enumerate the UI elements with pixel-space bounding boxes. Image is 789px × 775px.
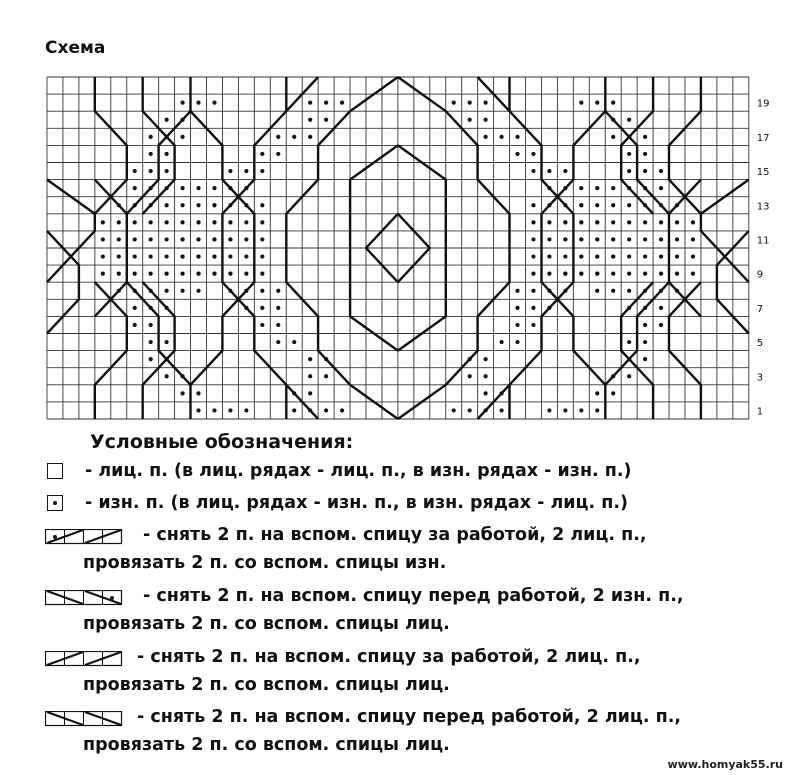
purl-dot <box>547 169 551 173</box>
purl-dot <box>308 101 312 105</box>
cable-left-purl-symbol-icon <box>45 529 125 545</box>
purl-dot <box>627 237 631 241</box>
purl-dot <box>579 101 583 105</box>
purl-dot <box>308 135 312 139</box>
legend-item-cable-left-knit-line1: - снять 2 п. на вспом. спицу за работой, 2 лиц. п., <box>137 647 641 667</box>
purl-dot <box>324 118 328 122</box>
purl-dot <box>180 135 184 139</box>
purl-dot <box>515 152 519 156</box>
purl-dot <box>611 186 615 190</box>
purl-dot <box>563 169 567 173</box>
purl-dot <box>340 101 344 105</box>
purl-dot <box>627 340 631 344</box>
purl-dot <box>133 186 137 190</box>
purl-dot <box>643 152 647 156</box>
purl-dot <box>515 340 519 344</box>
row-label: 9 <box>756 269 764 281</box>
purl-dot <box>595 101 599 105</box>
purl-dot <box>292 408 296 412</box>
row-label: 15 <box>756 167 770 179</box>
purl-dot <box>659 272 663 276</box>
purl-dot <box>260 169 264 173</box>
purl-dot <box>308 374 312 378</box>
purl-dot <box>547 237 551 241</box>
purl-dot <box>260 254 264 258</box>
purl-dot <box>468 408 472 412</box>
purl-dot <box>212 254 216 258</box>
purl-dot <box>149 340 153 344</box>
purl-dot <box>196 220 200 224</box>
purl-dot <box>563 408 567 412</box>
cable-left-knit-symbol-icon <box>45 651 125 667</box>
purl-dot <box>563 272 567 276</box>
purl-dot <box>133 220 137 224</box>
purl-dot <box>563 237 567 241</box>
purl-dot <box>643 220 647 224</box>
purl-dot <box>180 391 184 395</box>
purl-dot <box>165 118 169 122</box>
purl-dot <box>611 254 615 258</box>
purl-dot <box>611 220 615 224</box>
purl-dot <box>531 237 535 241</box>
purl-dot <box>531 203 535 207</box>
purl-dot <box>180 254 184 258</box>
purl-dot <box>196 391 200 395</box>
purl-dot <box>276 340 280 344</box>
purl-dot <box>228 220 232 224</box>
purl-dot <box>165 289 169 293</box>
purl-dot <box>595 391 599 395</box>
purl-dot <box>659 237 663 241</box>
purl-dot <box>165 374 169 378</box>
purl-dot <box>260 289 264 293</box>
chart-grid <box>47 77 749 419</box>
purl-dot <box>133 169 137 173</box>
purl-dot <box>484 391 488 395</box>
purl-dot <box>308 391 312 395</box>
purl-dot <box>643 323 647 327</box>
purl-dot <box>212 101 216 105</box>
purl-dot <box>212 203 216 207</box>
purl-dot <box>579 272 583 276</box>
purl-dot <box>611 101 615 105</box>
watermark: www.homyak55.ru <box>667 758 783 771</box>
purl-dot <box>563 220 567 224</box>
purl-dot <box>611 391 615 395</box>
purl-dot <box>675 254 679 258</box>
purl-dot <box>627 169 631 173</box>
purl-dot <box>484 357 488 361</box>
purl-dot <box>244 254 248 258</box>
purl-dot <box>547 408 551 412</box>
purl-dot <box>212 186 216 190</box>
purl-dot <box>196 101 200 105</box>
purl-dot <box>468 118 472 122</box>
purl-dot <box>595 237 599 241</box>
purl-dot <box>117 237 121 241</box>
legend-item-purl-text: - изн. п. (в лиц. рядах - изн. п., в изн. рядах - лиц. п.) <box>85 493 628 513</box>
purl-dot <box>659 323 663 327</box>
legend-item-cable-left-knit-line2: провязать 2 п. со вспом. спицы лиц. <box>83 675 450 695</box>
purl-dot <box>531 220 535 224</box>
purl-dot <box>515 306 519 310</box>
purl-dot <box>260 203 264 207</box>
purl-dot <box>324 374 328 378</box>
purl-dot <box>643 357 647 361</box>
purl-dot <box>547 220 551 224</box>
purl-dot <box>643 340 647 344</box>
row-label: 5 <box>756 338 764 350</box>
purl-dot <box>484 374 488 378</box>
purl-symbol-icon <box>47 495 63 511</box>
purl-dot <box>244 169 248 173</box>
purl-dot <box>611 237 615 241</box>
row-label: 3 <box>756 372 764 384</box>
purl-dot <box>149 357 153 361</box>
purl-dot <box>101 254 105 258</box>
purl-dot <box>133 306 137 310</box>
purl-dot <box>260 306 264 310</box>
purl-dot <box>659 306 663 310</box>
purl-dot <box>292 135 296 139</box>
cable-right-knit-symbol-icon <box>45 711 125 727</box>
purl-dot <box>675 220 679 224</box>
purl-dot <box>149 152 153 156</box>
row-label: 13 <box>756 201 770 213</box>
legend-title: Условные обозначения: <box>90 431 354 453</box>
purl-dot <box>499 408 503 412</box>
purl-dot <box>691 272 695 276</box>
purl-dot <box>484 101 488 105</box>
purl-dot <box>659 254 663 258</box>
purl-dot <box>627 374 631 378</box>
purl-dot <box>691 237 695 241</box>
purl-dot <box>212 408 216 412</box>
purl-dot <box>643 169 647 173</box>
row-label: 1 <box>756 406 764 418</box>
purl-dot <box>228 254 232 258</box>
purl-dot <box>101 272 105 276</box>
purl-dot <box>531 254 535 258</box>
purl-dot <box>165 203 169 207</box>
purl-dot <box>228 237 232 241</box>
purl-dot <box>149 272 153 276</box>
purl-dot <box>547 272 551 276</box>
purl-dot <box>627 272 631 276</box>
purl-dot <box>276 289 280 293</box>
purl-dot <box>260 220 264 224</box>
purl-dot <box>228 169 232 173</box>
purl-dot <box>292 340 296 344</box>
purl-dot <box>468 101 472 105</box>
purl-dot <box>643 237 647 241</box>
purl-dot <box>691 220 695 224</box>
purl-dot <box>595 186 599 190</box>
purl-dot <box>484 118 488 122</box>
purl-dot <box>627 220 631 224</box>
purl-dot <box>180 237 184 241</box>
purl-dot <box>165 254 169 258</box>
purl-dot <box>515 323 519 327</box>
purl-dot <box>484 135 488 139</box>
purl-dot <box>675 272 679 276</box>
purl-dot <box>101 237 105 241</box>
purl-dot <box>133 254 137 258</box>
purl-dot <box>149 237 153 241</box>
purl-dot <box>308 357 312 361</box>
purl-dot <box>244 237 248 241</box>
purl-dot <box>133 323 137 327</box>
legend-item-cable-right-knit-line1: - снять 2 п. на вспом. спицу перед работой, 2 лиц. п., <box>137 707 682 727</box>
legend-item-cable-right-purl-line1: - снять 2 п. на вспом. спицу перед работой, 2 изн. п., <box>143 586 684 606</box>
purl-dot <box>547 254 551 258</box>
purl-dot <box>515 135 519 139</box>
legend-item-knit-text: - лиц. п. (в лиц. рядах - лиц. п., в изн. рядах - изн. п.) <box>85 461 632 481</box>
purl-dot <box>244 408 248 412</box>
purl-dot <box>180 101 184 105</box>
purl-dot <box>563 254 567 258</box>
row-label: 11 <box>756 235 770 247</box>
purl-dot <box>595 220 599 224</box>
purl-dot <box>196 254 200 258</box>
purl-dot <box>276 135 280 139</box>
purl-dot <box>133 237 137 241</box>
purl-dot <box>579 186 583 190</box>
purl-dot <box>180 220 184 224</box>
purl-dot <box>452 101 456 105</box>
purl-dot <box>196 203 200 207</box>
purl-dot <box>149 254 153 258</box>
purl-dot <box>595 289 599 293</box>
purl-dot <box>531 289 535 293</box>
purl-dot <box>579 220 583 224</box>
purl-dot <box>276 152 280 156</box>
page-title: Схема <box>45 38 106 58</box>
purl-dot <box>165 237 169 241</box>
purl-dot <box>180 203 184 207</box>
purl-dot <box>627 152 631 156</box>
purl-dot <box>611 203 615 207</box>
purl-dot <box>180 272 184 276</box>
purl-dot <box>149 169 153 173</box>
legend-item-cable-left-purl-line2: провязать 2 п. со вспом. спицы изн. <box>83 553 447 573</box>
cable-right-purl-symbol-icon <box>45 590 125 606</box>
purl-dot <box>260 237 264 241</box>
purl-dot <box>499 135 503 139</box>
row-labels <box>757 99 770 418</box>
purl-dot <box>196 272 200 276</box>
purl-dot <box>165 169 169 173</box>
purl-dot <box>244 272 248 276</box>
purl-dot <box>180 289 184 293</box>
purl-dot <box>531 169 535 173</box>
purl-dot <box>627 118 631 122</box>
purl-dot <box>627 289 631 293</box>
legend-item-cable-right-purl-line2: провязать 2 п. со вспом. спицы лиц. <box>83 614 450 634</box>
purl-dot <box>324 101 328 105</box>
purl-dot <box>611 135 615 139</box>
purl-dot <box>260 272 264 276</box>
purl-dot <box>196 186 200 190</box>
purl-dot <box>659 186 663 190</box>
purl-dot <box>627 203 631 207</box>
knit-symbol-icon <box>47 463 63 479</box>
row-label: 19 <box>756 98 770 110</box>
purl-dot <box>276 306 280 310</box>
purl-dot <box>212 220 216 224</box>
purl-dot <box>595 408 599 412</box>
purl-dot <box>595 272 599 276</box>
purl-dot <box>579 254 583 258</box>
purl-dot <box>627 254 631 258</box>
purl-dot <box>133 272 137 276</box>
purl-dot <box>276 323 280 327</box>
purl-dot <box>149 220 153 224</box>
purl-dot <box>579 203 583 207</box>
purl-dot <box>196 237 200 241</box>
legend-item-cable-right-knit-line2: провязать 2 п. со вспом. спицы лиц. <box>83 735 450 755</box>
purl-dot <box>149 323 153 327</box>
purl-dot <box>579 408 583 412</box>
purl-dot <box>117 272 121 276</box>
purl-dot <box>468 374 472 378</box>
purl-dot <box>595 203 599 207</box>
purl-dot <box>212 272 216 276</box>
purl-dot <box>260 152 264 156</box>
purl-dot <box>499 340 503 344</box>
purl-dot <box>165 152 169 156</box>
purl-dot <box>244 220 248 224</box>
purl-dot <box>531 152 535 156</box>
purl-dot <box>452 408 456 412</box>
purl-dot <box>165 272 169 276</box>
row-label: 17 <box>756 132 770 144</box>
purl-dot <box>117 220 121 224</box>
purl-dot <box>531 272 535 276</box>
purl-dot <box>643 135 647 139</box>
purl-dot <box>324 408 328 412</box>
purl-dot <box>643 254 647 258</box>
purl-dot <box>659 220 663 224</box>
purl-dot <box>515 289 519 293</box>
purl-dot <box>531 306 535 310</box>
purl-dot <box>165 220 169 224</box>
row-label: 7 <box>756 303 764 315</box>
legend-item-cable-left-purl-line1: - снять 2 п. на вспом. спицу за работой, 2 лиц. п., <box>143 525 647 545</box>
purl-dot <box>228 408 232 412</box>
purl-dot <box>149 135 153 139</box>
purl-dot <box>531 323 535 327</box>
purl-dot <box>165 340 169 344</box>
purl-dot <box>260 323 264 327</box>
purl-dot <box>117 254 121 258</box>
purl-dot <box>691 254 695 258</box>
purl-dot <box>101 220 105 224</box>
purl-dot <box>675 237 679 241</box>
purl-dot <box>611 272 615 276</box>
purl-dot <box>180 186 184 190</box>
purl-dot <box>659 169 663 173</box>
purl-dot <box>595 254 599 258</box>
purl-dot <box>308 118 312 122</box>
purl-dot <box>611 289 615 293</box>
purl-dot <box>579 237 583 241</box>
purl-dot <box>340 408 344 412</box>
purl-dot <box>212 237 216 241</box>
purl-dot <box>196 289 200 293</box>
purl-dot <box>643 272 647 276</box>
purl-dot <box>228 272 232 276</box>
purl-dot <box>196 408 200 412</box>
